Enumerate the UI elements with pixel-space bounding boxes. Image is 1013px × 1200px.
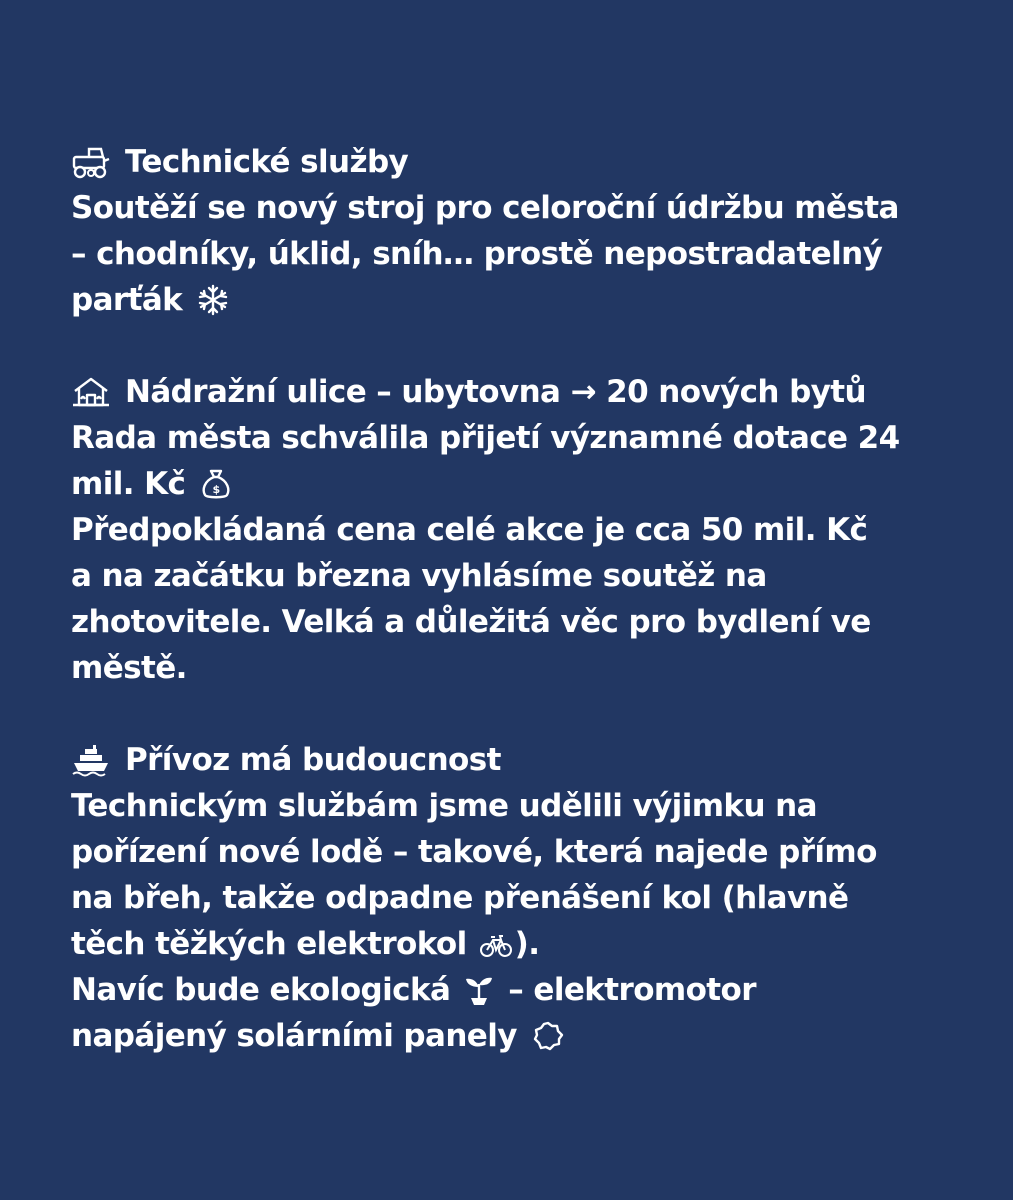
section-ferry (71, 737, 971, 1059)
post-content (71, 139, 971, 1105)
sun-icon (531, 1020, 565, 1052)
body-text: napájený solárními panely (71, 1018, 517, 1054)
body-line: Technickým službám jsme udělili výjimku na (71, 788, 817, 824)
body-text: – elektromotor (508, 972, 756, 1008)
snowflake-icon (196, 284, 230, 316)
body-text: ). (514, 926, 540, 962)
bicycle-icon (479, 928, 513, 960)
seedling-icon (462, 974, 496, 1006)
heading-text: Technické služby (125, 144, 409, 180)
section-station-street (71, 369, 971, 691)
svg-text:$: $ (212, 483, 220, 496)
body-text: parťák (71, 282, 183, 318)
body-text: těch těžkých elektrokol (71, 926, 467, 962)
body-text: mil. Kč (71, 466, 186, 502)
body-line: na břeh, takže odpadne přenášení kol (hlavně (71, 880, 849, 916)
body-line (71, 277, 971, 323)
tractor-icon (71, 145, 111, 179)
section-heading (71, 369, 971, 415)
body-line: zhotovitele. Velká a důležitá věc pro bydlení ve (71, 604, 871, 640)
body-line: Soutěží se nový stroj pro celoroční údržbu města (71, 190, 899, 226)
body-line: městě. (71, 650, 187, 686)
body-line (71, 461, 971, 507)
section-heading (71, 737, 971, 783)
section-technical-services (71, 139, 971, 323)
body-text: Navíc bude ekologická (71, 972, 451, 1008)
heading-text: Přívoz má budoucnost (125, 742, 501, 778)
body-line: Rada města schválila přijetí významné dotace 24 (71, 420, 900, 456)
body-line: a na začátku března vyhlásíme soutěž na (71, 558, 767, 594)
house-garden-icon (71, 375, 111, 409)
body-line (71, 967, 971, 1013)
heading-text: Nádražní ulice – ubytovna → 20 nových bytů (125, 374, 866, 410)
section-heading (71, 139, 971, 185)
ferry-icon (71, 743, 111, 777)
body-line: pořízení nové lodě – takové, která najede přímo (71, 834, 877, 870)
body-line (71, 1013, 971, 1059)
money-bag-icon (199, 468, 233, 500)
body-line: – chodníky, úklid, sníh… prostě nepostradatelný (71, 236, 883, 272)
body-line (71, 921, 971, 967)
body-line: Předpokládaná cena celé akce je cca 50 mil. Kč (71, 512, 868, 548)
